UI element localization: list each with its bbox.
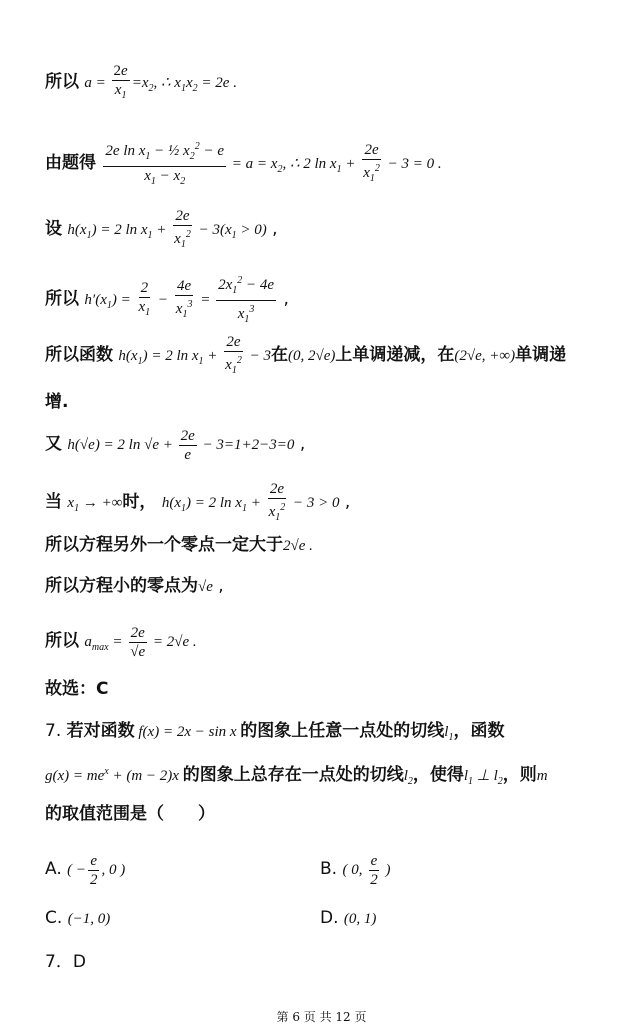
option-c: C. (−1, 0) [45,908,111,928]
solution-line-3: 设 $h(x_1) = 2$ $\ln x_1$ + $\frac{2e}{x_1^2}$ − $3(x_1 > 0)$ , [45,208,278,250]
solution-line-4: 所以 $h'(x_1)$ = $\frac{2}{x_1}$ − $\frac{4e}{x_1^3}$ = $\frac{2x_1^2 - 4e}{x_1^3}$ , [45,272,289,329]
label: 设 [45,218,62,239]
question-7-line-3: 的取值范围是（ ） [45,804,215,824]
answer-6: 故选：C [45,679,109,699]
formula: $h'(x_1)$ = $\frac{2}{x_1}$ − $\frac{4e}{x_1^3}$ = $\frac{2x_1^2 - 4e}{x_1^3}$ [84,292,278,308]
formula: $h(x_1) = 2$ $\ln x_1$ + $\frac{2e}{x_1^2}$ − 3 [118,334,271,376]
solution-line-8: 当 $x_1$ → +∞时， $h(x_1) = 2$ $\ln x_1$ + $\frac{2e}{x_1^2}$ − 3 > 0 , [45,481,351,523]
solution-line-6: 增. [45,392,69,412]
formula: $\frac{2e \ln x_1 - \frac{1}{2} x_2^2 - e}{x_1 - x_2}$ = $a = x_2$, ∴ 2 $\ln x_1$ + $\frac{2e}{x_1^2}$ − 3 = 0 . [101,156,441,172]
label: 所以方程另外一个零点一定大于 [45,535,283,555]
formula: a = $\frac{2e}{x_1}$ $=x_2$, ∴ $x_1x_2 = 2e$ . [84,63,237,101]
solution-line-9: 所以方程另外一个零点一定大于2√e . [45,535,313,555]
label: 所以 [45,71,79,92]
question-7-line-1: 7. 若对函数 f(x) = 2x − sin x 的图象上任意一点处的切线$l_1$，函数 [45,721,505,743]
solution-line-5: 所以函数 $h(x_1) = 2$ $\ln x_1$ + $\frac{2e}{x_1^2}$ − 3在(0, 2√e)上单调递减，在(2√e, +∞)单调递 [45,334,567,376]
page-footer: 第 6 页 共 12 页 [276,1010,367,1024]
solution-line-7: 又 h(√e) = 2 ln √e + $\frac{2e}{e}$ − 3=1+2−3=0 , [45,428,306,463]
label: 所以 [45,630,79,651]
label: 由题得 [45,152,96,173]
label: 所以 [45,288,79,309]
formula: $h(x_1) = 2$ $\ln x_1$ + $\frac{2e}{x_1^2}$ − 3 > 0 [161,481,340,523]
option-a: A. ( − $\frac{e}{2}$ , 0 ) [45,853,126,888]
solution-line-2 [45,138,442,191]
formula: $h(x_1) = 2$ $\ln x_1$ + $\frac{2e}{x_1^2}$ − $3(x_1 > 0)$ [67,208,267,250]
option-d: D. (0, 1) [320,908,377,928]
label: 所以函数 [45,344,113,365]
solution-line-11 [45,624,197,661]
solution-line-1 [45,62,237,105]
label: 当 [45,491,62,512]
label: 所以方程小的零点为 [45,576,198,596]
option-b: B. ( 0, $\frac{e}{2}$ ) [320,853,391,888]
formula: $a_{max}$ = $\frac{2e}{√e}$ = 2√e . [84,625,197,660]
answer-7: 7．D [45,952,86,972]
question-7-line-2: $g(x) = me^x + (m - 2)x$ 的图象上总存在一点处的切线$l_2$，使得$l_1$ ⊥ $l_2$，则m [45,765,548,787]
label: 又 [45,433,62,454]
formula: h(√e) = 2 ln √e + $\frac{2e}{e}$ − 3=1+2−3=0 [67,428,295,463]
solution-line-10: 所以方程小的零点为√e , [45,576,224,596]
